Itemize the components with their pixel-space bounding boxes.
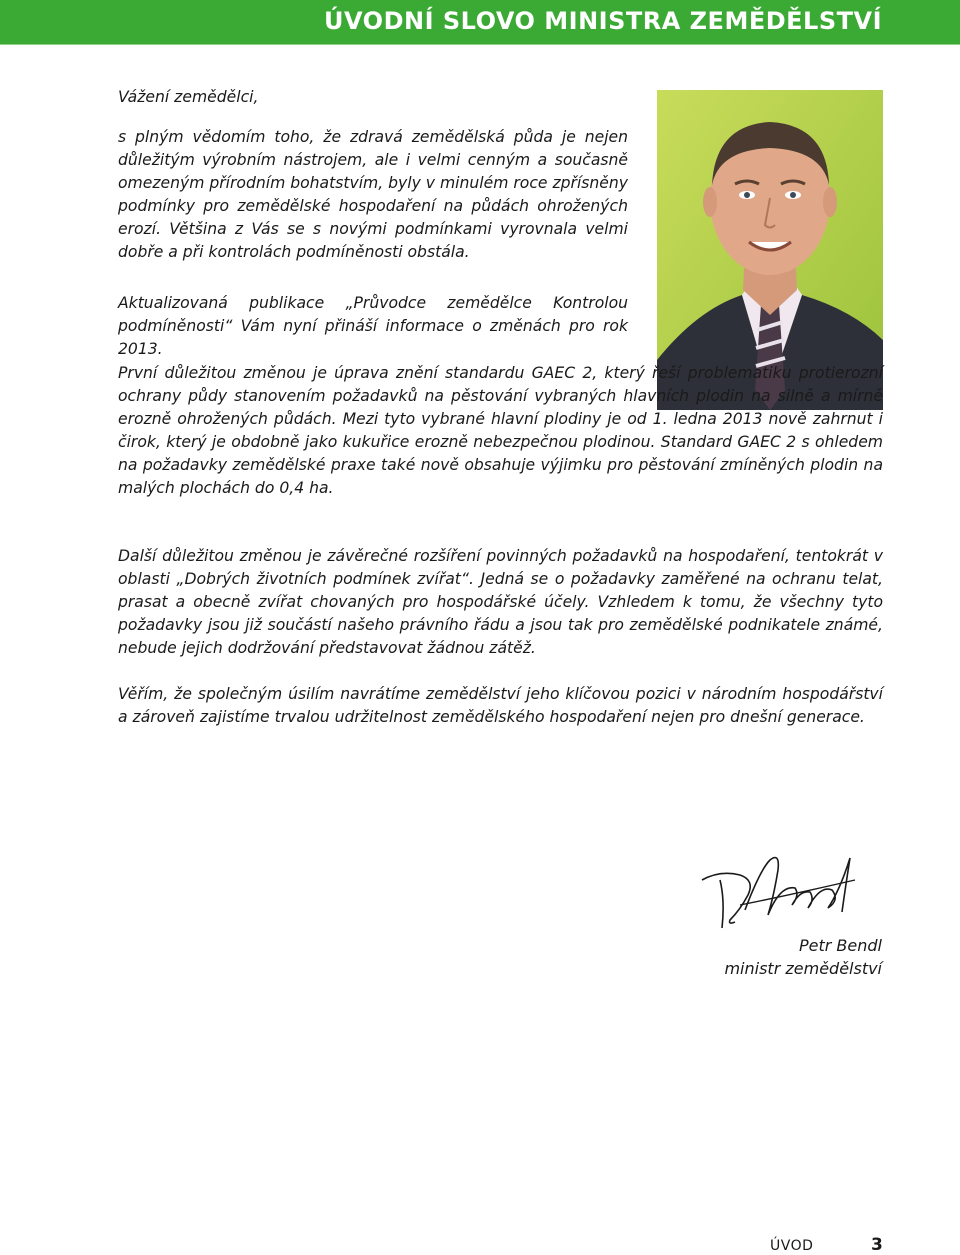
- letter-paragraph-2: Aktualizovaná publikace „Průvodce zemědělce Kontrolou podmíněnosti“ Vám nyní přináší informace o změnách pro rok 2013.: [118, 294, 628, 358]
- page-number: 3: [871, 1235, 883, 1255]
- handwritten-signature: [700, 850, 860, 934]
- letter-paragraph-3: První důležitou změnou je úprava znění standardu GAEC 2, který řeší problematiku protierozní ochrany půdy stanovením požadavků na pěstování vybraných hlavních plodin na silně a mírně erozně ohrožených půdách. Mezi tyto vybrané hlavní plodiny je od 1. ledna 2013 nově zahrnut i čirok, který je obdobně jako kukuřice erozně nebezpečnou plodinou. Standard GAEC 2 s ohledem na požadavky zemědělské praxe také nově obsahuje výjimku pro pěstování zmíněných plodin na malých plochách do 0,4 ha.: [118, 364, 883, 497]
- letter-paragraph-5: Věřím, že společným úsilím navrátíme zemědělství jeho klíčovou pozici v národním hospodářství a zároveň zajistíme trvalou udržitelnost zemědělského hospodaření nejen pro dnešní generace.: [118, 685, 883, 726]
- header-divider: [0, 44, 960, 45]
- signature-name: Petr Bendl: [799, 936, 882, 955]
- letter-paragraph-4: Další důležitou změnou je závěrečné rozšíření povinných požadavků na hospodaření, tentokrát v oblasti „Dobrých životních podmínek zvířat“. Jedná se o požadavky zaměřené na ochranu telat, prasat a obecně zvířat chovaných pro hospodářské účely. Vzhledem k tomu, že všechny tyto požadavky jsou již součástí našeho právního řádu a jsou tak pro zemědělské podnikatele známé, nebude jejich dodržování představovat žádnou zátěž.: [118, 547, 883, 657]
- letter-greeting: Vážení zemědělci,: [118, 88, 259, 106]
- letter-paragraph-1: s plným vědomím toho, že zdravá zemědělská půda je nejen důležitým výrobním nástrojem, ale i velmi cenným a současně omezeným přírodním bohatstvím, byly v minulém roce zpřísněny podmínky pro zemědělské hospodaření na půdách ohrožených erozí. Většina z Vás se s novými podmínkami vyrovnala velmi dobře a při kontrolách podmíněnosti obstála.: [118, 128, 628, 261]
- signature-role: ministr zemědělství: [724, 959, 882, 978]
- footer-section-label: ÚVOD: [770, 1238, 814, 1254]
- page-title: ÚVODNÍ SLOVO MINISTRA ZEMĚDĚLSTVÍ: [324, 7, 882, 35]
